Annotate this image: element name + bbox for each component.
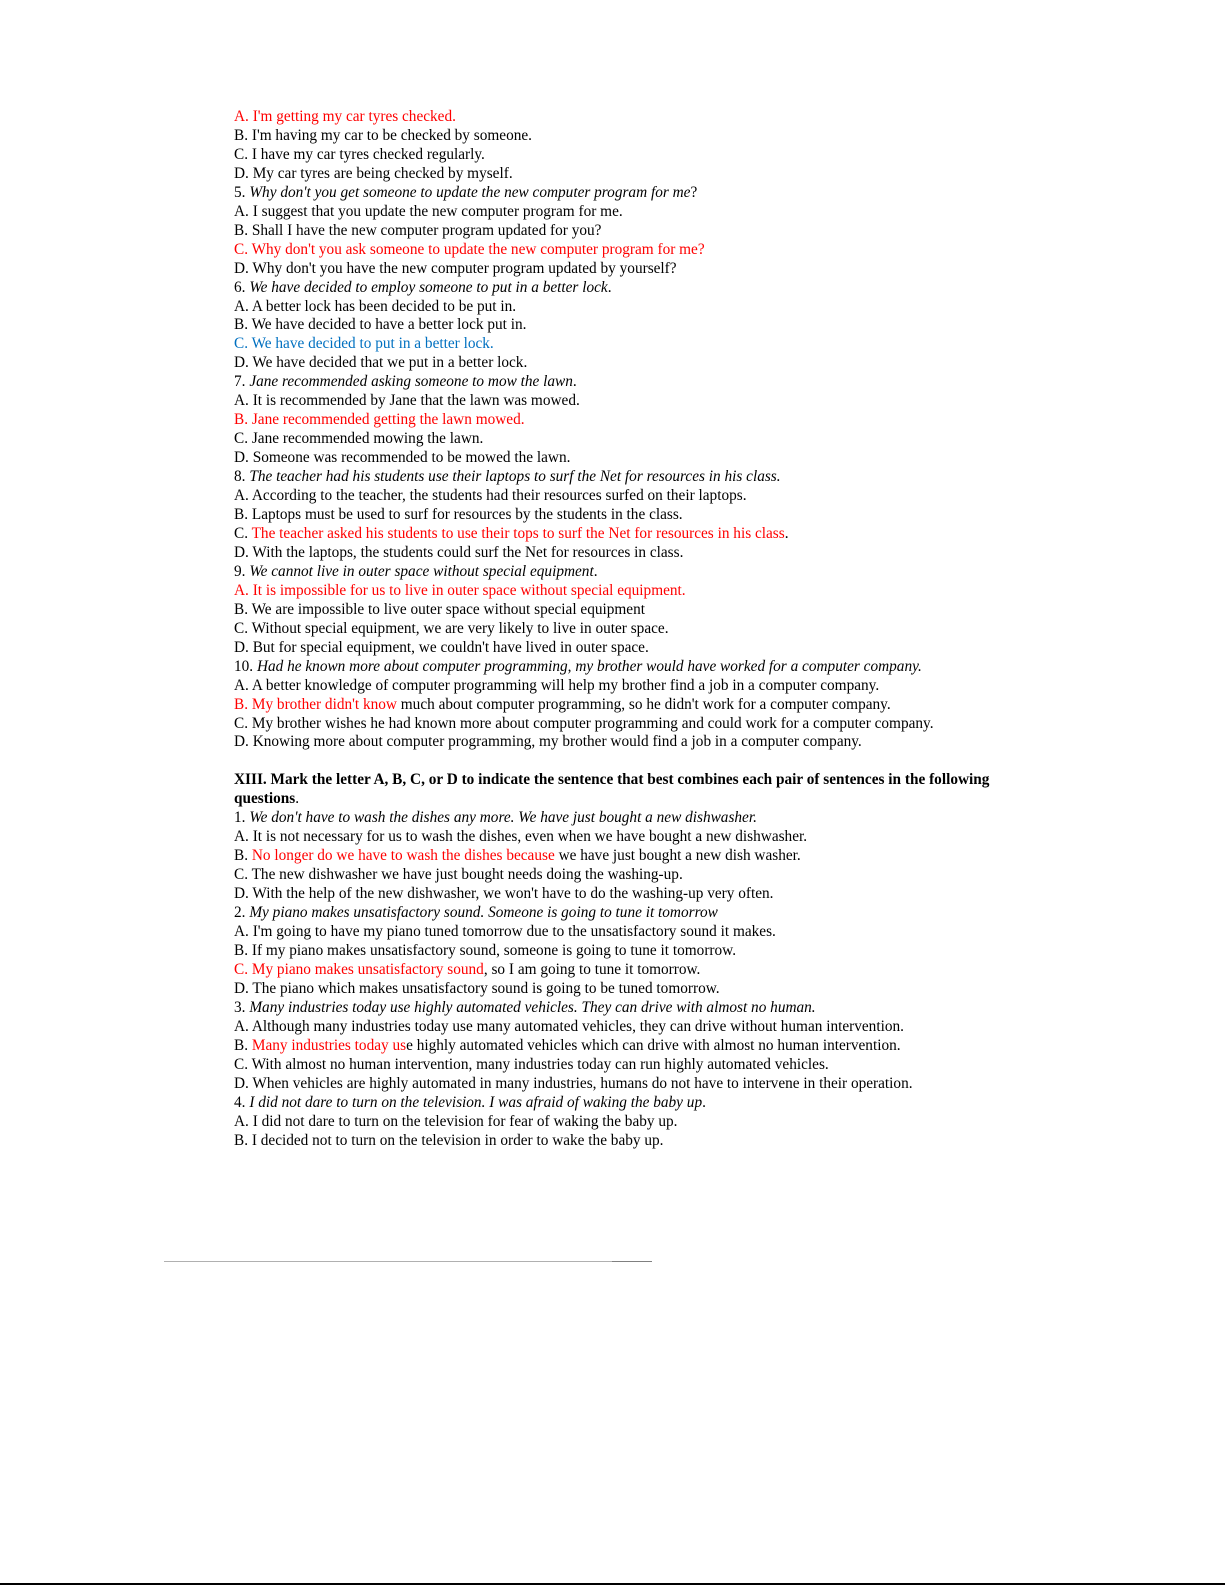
xiii-q2-option-c-rest: , so I am going to tune it tomorrow. — [483, 960, 701, 978]
q8-option-c-answer: The teacher asked his students to use their tops to surf the Net for resources in his class — [251, 524, 785, 542]
q10-option-b — [234, 696, 1004, 715]
q9-prompt-end: . — [593, 562, 598, 580]
q5-option-c: C. Why don't you ask someone to update the new computer program for me? — [234, 240, 705, 258]
q5-number: 5. — [234, 183, 246, 201]
xiii-q1-option-b-rest: we have just bought a new dish washer. — [554, 847, 801, 865]
footnote-separator-tick — [612, 1261, 652, 1262]
q10-option-a: A. A better knowledge of computer programming will help my brother find a job in a computer company. — [234, 676, 880, 694]
q9-option-d: D. But for special equipment, we couldn't have lived in outer space. — [234, 638, 649, 656]
q9-option-b: B. We are impossible to live outer space without special equipment — [234, 600, 645, 618]
q4-option-b: B. I'm having my car to be checked by someone. — [234, 126, 532, 144]
xiii-q1-option-a: A. It is not necessary for us to wash the dishes, even when we have bought a new dishwasher. — [234, 828, 808, 846]
xiii-q3-option-b-prefix: B. — [234, 1036, 252, 1054]
xiii-q2-option-d: D. The piano which makes unsatisfactory sound is going to be tuned tomorrow. — [234, 979, 720, 997]
q5-prompt-text: Why don't you get someone to update the new computer program for me — [249, 183, 691, 201]
xiii-q2-option-b: B. If my piano makes unsatisfactory sound, someone is going to tune it tomorrow. — [234, 941, 737, 959]
document-page — [234, 108, 1004, 1150]
q6-number: 6. — [234, 278, 246, 296]
xiii-q3-option-a: A. Although many industries today use many automated vehicles, they can drive without human intervention. — [234, 1017, 904, 1035]
q8-option-d: D. With the laptops, the students could surf the Net for resources in class. — [234, 543, 684, 561]
q7-option-b: B. Jane recommended getting the lawn mowed. — [234, 411, 525, 429]
q6-option-a: A. A better lock has been decided to be put in. — [234, 297, 517, 315]
q5-prompt-end: ? — [690, 183, 698, 201]
q8-option-a: A. According to the teacher, the students had their resources surfed on their laptops. — [234, 487, 747, 505]
q6-option-c: C. We have decided to put in a better lock. — [234, 335, 494, 353]
xiii-q1-option-b — [234, 847, 1004, 866]
q7-prompt-text: Jane recommended asking someone to mow the lawn — [249, 373, 573, 391]
xiii-q1-option-b-answer: No longer do we have to wash the dishes because — [251, 847, 555, 865]
q4-option-c: C. I have my car tyres checked regularly. — [234, 145, 485, 163]
q6-prompt-text: We have decided to employ someone to put in a better lock — [249, 278, 608, 296]
q10-option-b-rest: much about computer programming, so he didn't work for a computer company. — [396, 695, 891, 713]
q9-option-a: A. It is impossible for us to live in outer space without special equipment. — [234, 581, 686, 599]
q8-number: 8. — [234, 468, 246, 486]
xiii-q3-option-b — [234, 1037, 1004, 1056]
xiii-q2-option-c — [234, 961, 1004, 980]
xiii-q1-option-d: D. With the help of the new dishwasher, we won't have to do the washing-up very often. — [234, 885, 774, 903]
xiii-q4-option-a: A. I did not dare to turn on the television for fear of waking the baby up. — [234, 1112, 678, 1130]
q7-option-c: C. Jane recommended mowing the lawn. — [234, 430, 484, 448]
xiii-q2-option-a: A. I'm going to have my piano tuned tomorrow due to the unsatisfactory sound it makes. — [234, 923, 776, 941]
q10-prompt-text: Had he known more about computer programming, my brother would have worked for a computer company. — [256, 657, 922, 675]
section-gap — [234, 752, 1004, 771]
q10-option-c: C. My brother wishes he had known more about computer programming and could work for a computer company. — [234, 714, 934, 732]
q6-prompt-end: . — [607, 278, 612, 296]
q6-option-d: D. We have decided that we put in a better lock. — [234, 354, 528, 372]
xiii-q4-option-b: B. I decided not to turn on the television in order to wake the baby up. — [234, 1131, 664, 1149]
xiii-q1-option-b-prefix: B. — [234, 847, 252, 865]
q9-number: 9. — [234, 562, 246, 580]
section-xiii-heading-text: XIII. Mark the letter A, B, C, or D to indicate the sentence that best combines each pair of sentences in the following questions — [234, 771, 990, 808]
q7-prompt-end: . — [572, 373, 577, 391]
xiii-q1-prompt — [234, 809, 1004, 828]
xiii-q4-prompt-end: . — [702, 1093, 706, 1111]
q5-option-d: D. Why don't you have the new computer program updated by yourself? — [234, 259, 677, 277]
q8-prompt — [234, 468, 1004, 487]
xiii-q1-option-c: C. The new dishwasher we have just bought needs doing the washing-up. — [234, 866, 683, 884]
q9-prompt-text: We cannot live in outer space without special equipment — [249, 562, 594, 580]
q10-number: 10. — [234, 657, 254, 675]
section-xiii-heading-end: . — [295, 790, 300, 808]
q9-prompt — [234, 563, 1004, 582]
q7-number: 7. — [234, 373, 246, 391]
xiii-q3-option-b-answer: Many industries today us — [251, 1036, 407, 1054]
footnote-separator — [164, 1261, 652, 1262]
q9-option-c: C. Without special equipment, we are very likely to live in outer space. — [234, 619, 669, 637]
q10-option-d: D. Knowing more about computer programming, my brother would find a job in a computer company. — [234, 733, 862, 751]
q8-option-c — [234, 525, 1004, 544]
q4-option-d: D. My car tyres are being checked by myself. — [234, 164, 513, 182]
q4-option-a: A. I'm getting my car tyres checked. — [234, 108, 456, 125]
xiii-q3-prompt-text: Many industries today use highly automated vehicles. They can drive with almost no human. — [249, 998, 816, 1016]
xiii-q3-option-c: C. With almost no human intervention, many industries today can run highly automated vehicles. — [234, 1055, 829, 1073]
q10-option-b-answer: B. My brother didn't know — [234, 695, 397, 713]
q8-option-b: B. Laptops must be used to surf for resources by the students in the class. — [234, 506, 683, 524]
xiii-q3-prompt — [234, 999, 1004, 1018]
section-xiii-heading — [234, 771, 1004, 809]
xiii-q3-option-d: D. When vehicles are highly automated in many industries, humans do not have to intervene in their operation. — [234, 1074, 913, 1092]
q10-prompt — [234, 658, 1004, 677]
xiii-q2-number: 2. — [234, 904, 246, 922]
q7-option-a: A. It is recommended by Jane that the lawn was mowed. — [234, 392, 580, 410]
xiii-q1-prompt-text: We don't have to wash the dishes any more. We have just bought a new dishwasher. — [249, 809, 757, 827]
xiii-q2-prompt-text: My piano makes unsatisfactory sound. Someone is going to tune it tomorrow — [249, 904, 718, 922]
xiii-q1-number: 1. — [234, 809, 246, 827]
q8-option-c-end: . — [784, 524, 789, 542]
xiii-q4-prompt — [234, 1094, 1004, 1113]
q6-option-b: B. We have decided to have a better lock put in. — [234, 316, 527, 334]
xiii-q4-prompt-text: I did not dare to turn on the television. I was afraid of waking the baby up — [249, 1093, 703, 1111]
q5-option-b: B. Shall I have the new computer program updated for you? — [234, 221, 602, 239]
q7-prompt — [234, 373, 1004, 392]
q8-prompt-text: The teacher had his students use their laptops to surf the Net for resources in his class. — [249, 468, 781, 486]
xiii-q3-option-b-rest: e highly automated vehicles which can drive with almost no human intervention. — [406, 1036, 901, 1054]
q5-option-a: A. I suggest that you update the new computer program for me. — [234, 202, 623, 220]
q5-prompt — [234, 184, 1004, 203]
q8-option-c-prefix: C. — [234, 524, 252, 542]
q7-option-d: D. Someone was recommended to be mowed the lawn. — [234, 449, 571, 467]
xiii-q4-number: 4. — [234, 1093, 246, 1111]
xiii-q3-number: 3. — [234, 998, 246, 1016]
xiii-q2-prompt — [234, 904, 1004, 923]
xiii-q2-option-c-answer: C. My piano makes unsatisfactory sound — [234, 960, 484, 978]
q6-prompt — [234, 279, 1004, 298]
